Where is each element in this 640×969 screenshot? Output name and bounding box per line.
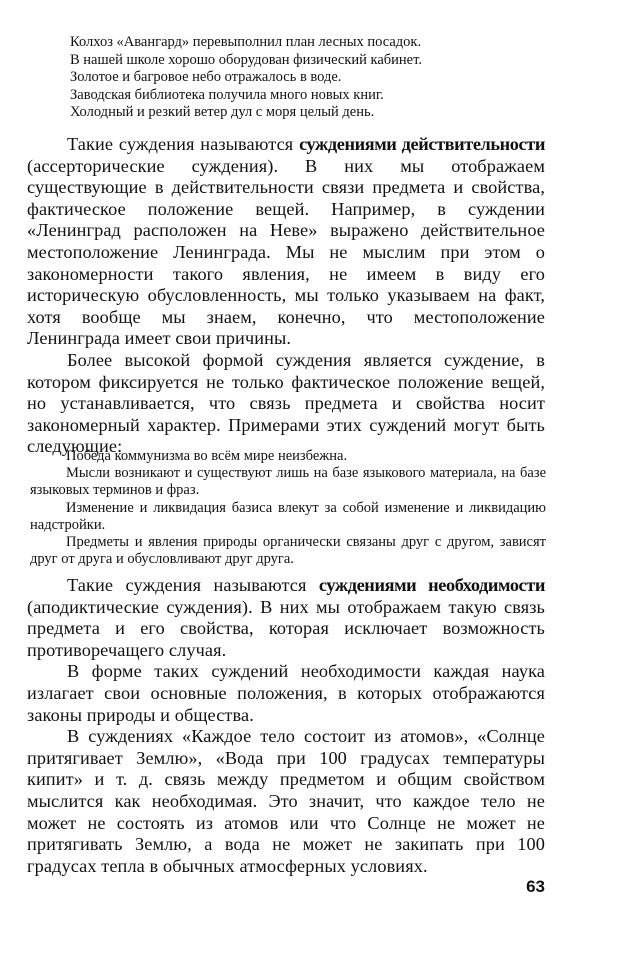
example-item: Победа коммунизма во всём мире неизбежна.: [66, 448, 348, 464]
term-necessity: суждениями необходимости: [318, 575, 545, 595]
paragraph-assertoric: Такие суждения называются суждениями действительности (ассерторические суждения). В них мы отображаем существующие в действительности связи предмета и свойства, фактическое положение вещей. Например, в суждении «Ленинград расположен на Неве» выражено действительное местоположение Ленинграда. Мы не мыслим при этом о закономерности такого явления, не имеем в виду его историческую обусловленность, мы только указываем на факт, хотя вообще мы знаем, конечно, что местоположение Ленинграда имеет свои причины.: [27, 134, 545, 349]
term-actuality: суждениями действительности: [299, 134, 545, 154]
examples-top: [70, 34, 530, 122]
page-number: 63: [526, 877, 545, 896]
example-line: В нашей школе хорошо оборудован физический кабинет.: [70, 51, 422, 68]
paragraph-apodictic: Такие суждения называются суждениями необходимости (аподиктические суждения). В них мы отображаем такую связь предмета и его свойства, которая исключает возможность противоречащего случая.: [27, 575, 545, 660]
example-item: Мысли возникают и существуют лишь на базе языкового материала, на базе языковых терминов и фраз.: [30, 465, 546, 499]
example-item: Изменение и ликвидация базиса влекут за собой изменение и ликвидацию надстройки.: [30, 499, 546, 533]
example-item: Предметы и явления природы органически связаны друг с другом, зависят друг от друга и обусловливают друг друга.: [30, 534, 546, 568]
paragraph-higher-form: Более высокой формой суждения является суждение, в котором фиксируется не только фактическое положение вещей, но устанавливается, что связь предмета и свойства носит закономерный характер. Примерами этих суждений могут быть следующие:: [27, 349, 545, 457]
paragraph-examples-necessity: В суждениях «Каждое тело состоит из атомов», «Солнце притягивает Землю», «Вода при 100 градусах температуры кипит» и т. д. связь между предметом и общим свойством мыслится как необходимая. Это значит, что каждое тело не может не состоять из атомов или что Солнце не может не притягивать Землю, а вода не может не закипать при 100 градусах тепла в обычных атмосферных условиях.: [27, 726, 545, 876]
paragraph-science: В форме таких суждений необходимости каждая наука излагает свои основные положения, в которых отображаются законы природы и общества.: [27, 661, 545, 725]
examples-middle: [30, 448, 546, 568]
example-line: Заводская библиотека получила много новых книг.: [70, 86, 384, 103]
example-line: Золотое и багровое небо отражалось в воде.: [70, 69, 342, 86]
example-line: Холодный и резкий ветер дул с моря целый день.: [70, 104, 375, 121]
example-line: Колхоз «Авангард» перевыполнил план лесных посадок.: [70, 34, 422, 50]
section-apodictic: [27, 575, 545, 877]
section-assertoric: [27, 134, 545, 458]
